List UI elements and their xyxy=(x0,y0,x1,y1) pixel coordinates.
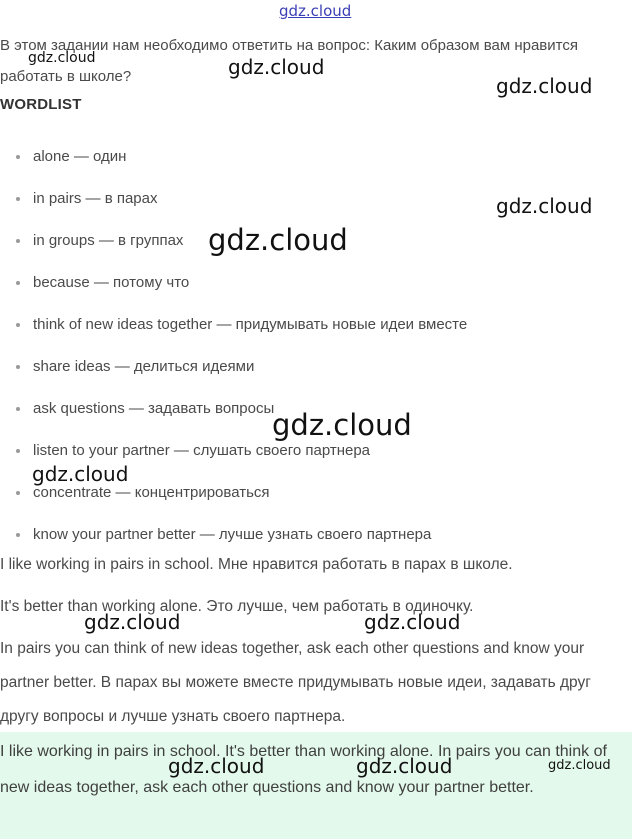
watermark-link[interactable]: gdz.cloud xyxy=(279,2,352,20)
list-item: alone — один xyxy=(0,136,620,178)
list-item: concentrate — концентрироваться xyxy=(0,472,620,514)
list-item: ask questions — задавать вопросы xyxy=(0,388,620,430)
watermark: gdz.cloud xyxy=(356,754,453,778)
list-item: in pairs — в парах xyxy=(0,178,620,220)
bullet-icon xyxy=(16,281,20,285)
list-item: think of new ideas together — придумывать новые идеи вместе xyxy=(0,304,620,346)
bullet-icon xyxy=(16,533,20,537)
list-item: in groups — в группах xyxy=(0,220,620,262)
bullet-icon xyxy=(16,239,20,243)
watermark: gdz.cloud xyxy=(208,223,348,257)
watermark: gdz.cloud xyxy=(364,610,461,634)
list-item: share ideas — делиться идеями xyxy=(0,346,620,388)
bullet-icon xyxy=(16,323,20,327)
watermark: gdz.cloud xyxy=(548,758,611,773)
task-intro: В этом задании нам необходимо ответить на вопрос: Каким образом вам нравится работать в школе? xyxy=(0,37,578,85)
wordlist-heading: WORDLIST xyxy=(0,96,82,113)
list-item: because — потому что xyxy=(0,262,620,304)
bullet-icon xyxy=(16,491,20,495)
bullet-icon xyxy=(16,407,20,411)
bullet-icon xyxy=(16,365,20,369)
sentence-2: It's better than working alone. Это лучше, чем работать в одиночку. xyxy=(0,598,474,615)
watermark: gdz.cloud xyxy=(272,408,412,442)
bullet-icon xyxy=(16,449,20,453)
list-item: listen to your partner — слушать своего партнера xyxy=(0,430,620,472)
watermark: gdz.cloud xyxy=(496,194,593,218)
watermark: gdz.cloud xyxy=(228,55,325,79)
list-item: know your partner better — лучше узнать своего партнера xyxy=(0,514,620,556)
bullet-icon xyxy=(16,197,20,201)
answer-text: I like working in pairs in school. It's better than working alone. In pairs you can think of new ideas together, ask each other questions and know your partner better. xyxy=(0,743,607,796)
watermark: gdz.cloud xyxy=(168,754,265,778)
watermark: gdz.cloud xyxy=(32,462,129,486)
watermark: gdz.cloud xyxy=(28,50,96,66)
sentence-3: In pairs you can think of new ideas together, ask each other questions and know your partner better. В парах вы можете вместе придумывать новые идеи, задавать друг другу вопросы и лучше узнать своего партнера. xyxy=(0,640,591,725)
bullet-icon xyxy=(16,155,20,159)
watermark: gdz.cloud xyxy=(84,610,181,634)
sentence-1: I like working in pairs in school. Мне нравится работать в парах в школе. xyxy=(0,556,513,573)
watermark: gdz.cloud xyxy=(496,74,593,98)
